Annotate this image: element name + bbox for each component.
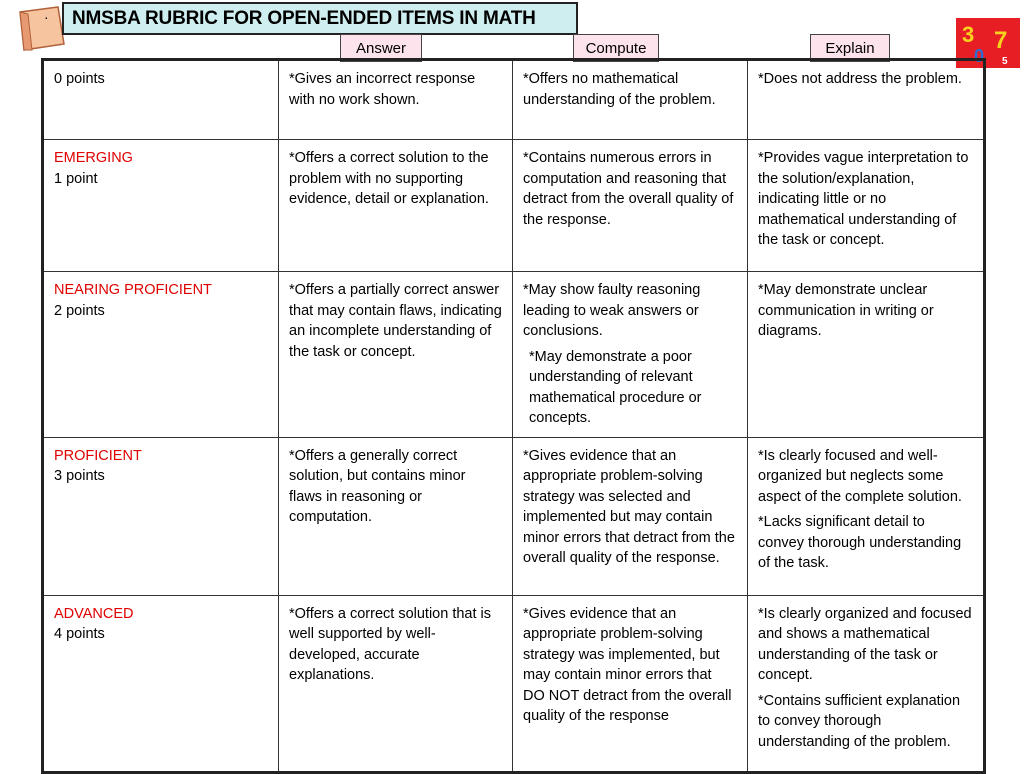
logo-digit-7: 7 bbox=[994, 27, 1008, 54]
explain-cell bbox=[748, 595, 985, 772]
answer-criterion: *Offers a partially correct answer that may contain flaws, indicating an incomplete understanding of the task or concept. bbox=[289, 282, 502, 360]
answer-criterion: *Gives an incorrect response with no work shown. bbox=[289, 71, 476, 108]
explain-cell bbox=[748, 437, 985, 595]
explain-cell bbox=[748, 140, 985, 272]
explain-cell bbox=[748, 60, 985, 140]
compute-criterion: *Offers no mathematical understanding of the problem. bbox=[523, 71, 716, 108]
rubric-table bbox=[41, 58, 986, 774]
page-title: NMSBA RUBRIC FOR OPEN-ENDED ITEMS IN MATH bbox=[72, 7, 536, 29]
answer-criterion: *Offers a correct solution to the problem with no supporting evidence, detail or explanation. bbox=[289, 150, 489, 207]
compute-criterion: *Gives evidence that an appropriate problem-solving strategy was implemented, but may contain minor errors that DO NOT detract from the overall quality of the response bbox=[523, 605, 732, 724]
answer-cell bbox=[279, 60, 513, 140]
explain-criterion: *Is clearly focused and well-organized but neglects some aspect of the complete solution. bbox=[758, 447, 962, 505]
explain-cell bbox=[748, 272, 985, 438]
compute-criterion: *May show faulty reasoning leading to weak answers or conclusions. bbox=[523, 282, 701, 339]
rubric-row bbox=[43, 140, 985, 272]
answer-cell bbox=[279, 595, 513, 772]
rubric-row bbox=[43, 272, 985, 438]
compute-cell bbox=[513, 272, 748, 438]
level-points: 0 points bbox=[54, 71, 105, 87]
tab-compute-label: Compute bbox=[585, 39, 647, 57]
explain-criterion: *May demonstrate unclear communication in writing or diagrams. bbox=[758, 282, 934, 339]
level-points: 4 points bbox=[54, 626, 105, 642]
level-points: 2 points bbox=[54, 302, 105, 319]
note-mark: · bbox=[44, 9, 49, 25]
rubric-row bbox=[43, 60, 985, 140]
tab-explain-label: Explain bbox=[825, 39, 875, 57]
answer-cell bbox=[279, 140, 513, 272]
explain-criterion: *Is clearly organized and focused and shows a mathematical understanding of the task or concept. bbox=[758, 605, 972, 683]
logo-digit-5: 5 bbox=[1002, 56, 1008, 67]
answer-cell bbox=[279, 437, 513, 595]
explain-criterion: *Provides vague interpretation to the solution/explanation, indicating little or no mathematical understanding of the task or concept. bbox=[758, 150, 969, 248]
level-name: EMERGING bbox=[54, 150, 133, 166]
compute-criterion: *Gives evidence that an appropriate problem-solving strategy was selected and implemented but may contain minor errors that detract from the overall quality of the response. bbox=[523, 447, 735, 566]
logo-digit-3: 3 bbox=[962, 22, 975, 47]
title-banner bbox=[62, 2, 578, 35]
answer-cell bbox=[279, 272, 513, 438]
level-cell bbox=[43, 437, 279, 595]
logo-digit-0: 0 bbox=[974, 46, 985, 66]
compute-cell bbox=[513, 140, 748, 272]
level-name: ADVANCED bbox=[54, 605, 134, 622]
compute-cell bbox=[513, 60, 748, 140]
explain-criterion: *Contains sufficient explanation to convey thorough understanding of the problem. bbox=[758, 692, 961, 750]
level-points: 1 point bbox=[54, 170, 98, 187]
compute-cell bbox=[513, 595, 748, 772]
level-cell bbox=[43, 272, 279, 438]
rubric-row bbox=[43, 595, 985, 772]
level-points: 3 points bbox=[54, 468, 105, 484]
rubric-row bbox=[43, 437, 985, 595]
level-cell bbox=[43, 60, 279, 140]
compute-cell bbox=[513, 437, 748, 595]
level-cell bbox=[43, 595, 279, 772]
tab-answer-label: Answer bbox=[355, 39, 407, 57]
answer-criterion: *Offers a correct solution that is well supported by well-developed, accurate explanations. bbox=[289, 605, 492, 683]
compute-criterion: *May demonstrate a poor understanding of relevant mathematical procedure or concepts. bbox=[529, 348, 702, 426]
level-name: PROFICIENT bbox=[54, 447, 142, 464]
answer-criterion: *Offers a generally correct solution, but contains minor flaws in reasoning or computation. bbox=[289, 447, 466, 525]
explain-criterion: *Does not address the problem. bbox=[758, 71, 962, 87]
explain-criterion: *Lacks significant detail to convey thorough understanding of the task. bbox=[758, 514, 962, 571]
level-name: NEARING PROFICIENT bbox=[54, 282, 212, 298]
compute-criterion: *Contains numerous errors in computation and reasoning that detract from the overall quality of the response. bbox=[523, 150, 734, 228]
level-cell bbox=[43, 140, 279, 272]
